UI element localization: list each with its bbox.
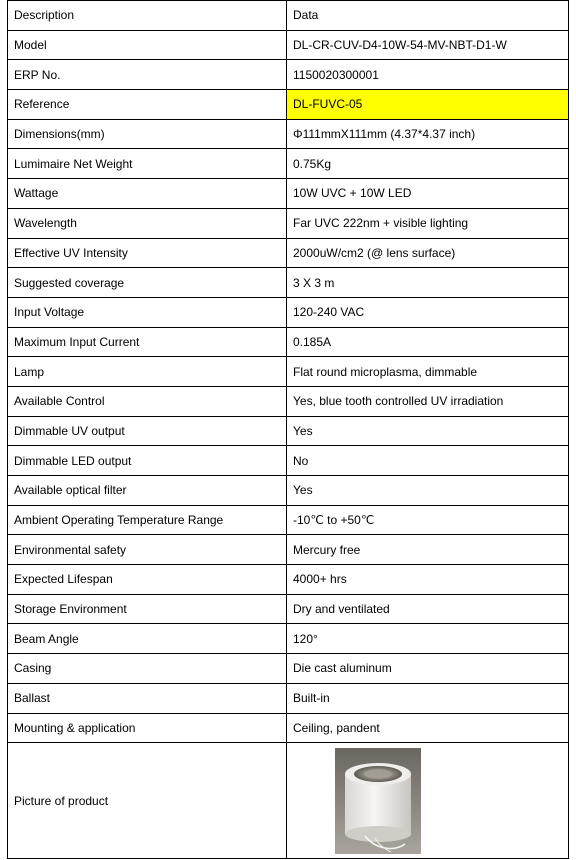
table-row [8,238,569,268]
row-label: Ambient Operating Temperature Range [8,505,287,535]
row-label: Dimmable UV output [8,416,287,446]
table-row [8,446,569,476]
row-value: 3 X 3 m [287,268,569,298]
table-row [8,30,569,60]
row-value: 0.75Kg [287,149,569,179]
spec-table [7,0,569,859]
row-label: Suggested coverage [8,268,287,298]
table-row [8,535,569,565]
row-label: Reference [8,90,287,120]
row-value: DL-FUVC-05 [287,90,569,120]
table-row [8,683,569,713]
table-row [8,713,569,743]
row-value: 4000+ hrs [287,565,569,595]
row-value: DL-CR-CUV-D4-10W-54-MV-NBT-D1-W [287,30,569,60]
table-row [8,594,569,624]
row-label: Wattage [8,179,287,209]
product-photo [335,748,421,854]
row-value: 10W UVC + 10W LED [287,179,569,209]
row-label: Expected Lifespan [8,565,287,595]
row-value: 120-240 VAC [287,297,569,327]
row-value: Yes [287,476,569,506]
row-label: Casing [8,654,287,684]
picture-label: Picture of product [8,743,287,859]
row-value: Yes, blue tooth controlled UV irradiation [287,386,569,416]
row-value: Φ111mmX111mm (4.37*4.37 inch) [287,119,569,149]
table-row [8,208,569,238]
table-row [8,357,569,387]
row-value: Flat round microplasma, dimmable [287,357,569,387]
table-row [8,624,569,654]
table-row [8,90,569,120]
row-label: Wavelength [8,208,287,238]
table-row [8,297,569,327]
table-row [8,386,569,416]
row-label: Beam Angle [8,624,287,654]
row-value: Dry and ventilated [287,594,569,624]
row-value: Ceiling, pandent [287,713,569,743]
row-label: Input Voltage [8,297,287,327]
row-value: Yes [287,416,569,446]
row-label: Dimmable LED output [8,446,287,476]
table-row [8,654,569,684]
row-label: Maximum Input Current [8,327,287,357]
row-value: 0.185A [287,327,569,357]
row-label: Effective UV Intensity [8,238,287,268]
row-value: Die cast aluminum [287,654,569,684]
table-row [8,476,569,506]
row-value: 120° [287,624,569,654]
row-value: Far UVC 222nm + visible lighting [287,208,569,238]
row-label: Lumimaire Net Weight [8,149,287,179]
row-value: Built-in [287,683,569,713]
row-label: Description [8,1,287,31]
table-row [8,119,569,149]
row-label: Environmental safety [8,535,287,565]
table-row [8,327,569,357]
picture-cell [287,743,569,859]
row-label: Model [8,30,287,60]
row-label: Available Control [8,386,287,416]
table-row [8,149,569,179]
row-label: Available optical filter [8,476,287,506]
picture-row [8,743,569,859]
table-row [8,60,569,90]
table-row [8,416,569,446]
row-label: ERP No. [8,60,287,90]
row-value: 1150020300001 [287,60,569,90]
table-row [8,1,569,31]
table-row [8,179,569,209]
row-label: Mounting & application [8,713,287,743]
table-row [8,268,569,298]
row-label: Storage Environment [8,594,287,624]
row-label: Lamp [8,357,287,387]
row-value: Data [287,1,569,31]
table-row [8,565,569,595]
row-value: 2000uW/cm2 (@ lens surface) [287,238,569,268]
row-value: No [287,446,569,476]
table-row [8,505,569,535]
spec-table-body [8,1,569,859]
row-value: Mercury free [287,535,569,565]
row-label: Dimensions(mm) [8,119,287,149]
row-value: -10℃ to +50℃ [287,505,569,535]
row-label: Ballast [8,683,287,713]
